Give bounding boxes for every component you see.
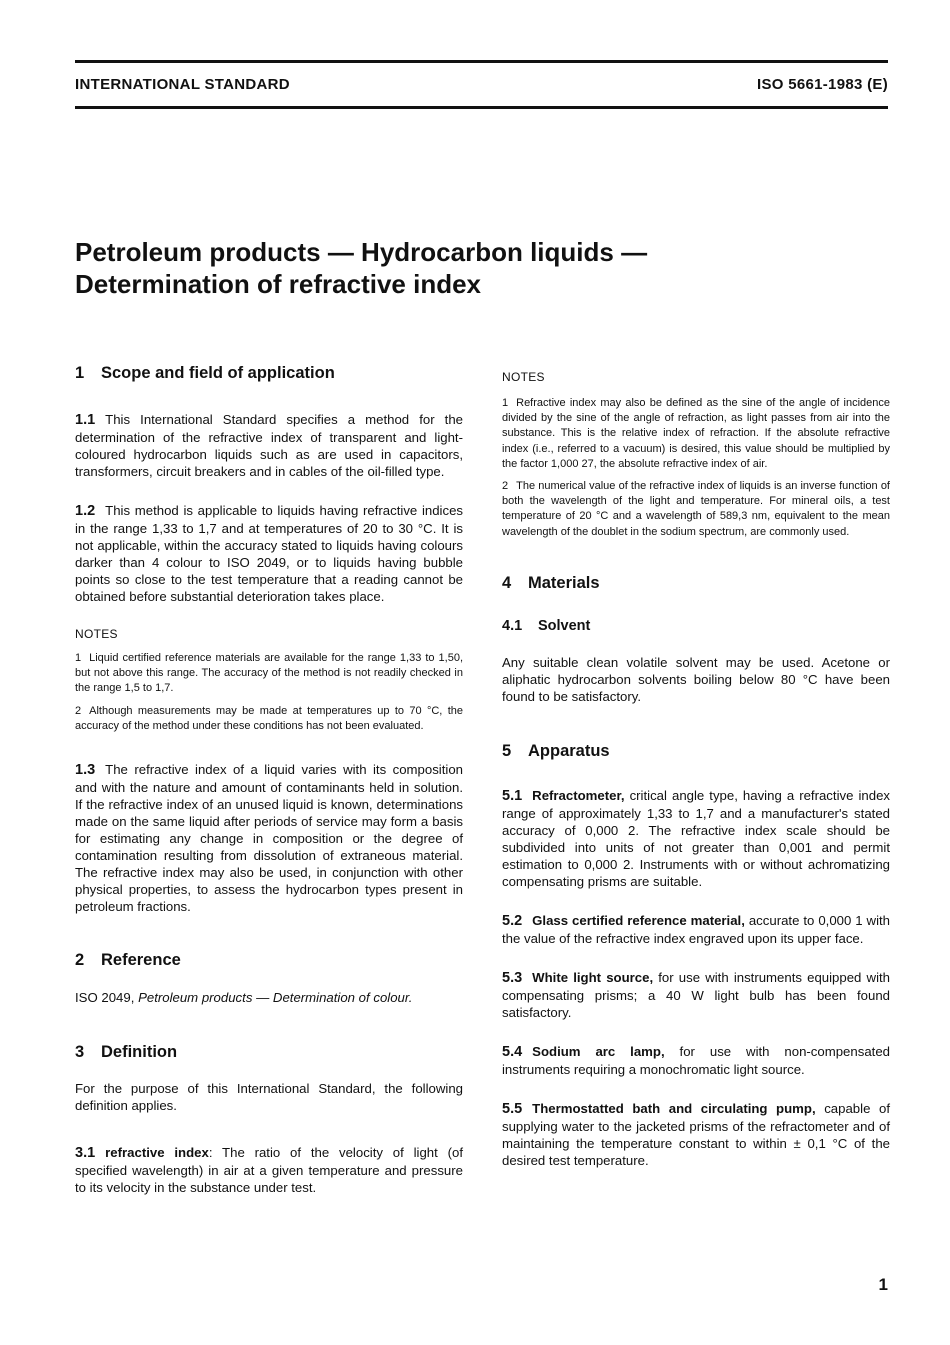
header-standard-label: INTERNATIONAL STANDARD <box>75 76 290 93</box>
clause-text: critical angle type, having a refractive index range of approximately 1,33 to 1,7 and a manufacturer's stated accuracy of 0,000 2. The refractive index scale should be subdivided into units of not greater than 0,001 and permit estimation to 0,000 2. Instruments with or without achromatizing compensating prisms are suitable. <box>502 787 890 889</box>
note-number: 1 <box>75 652 82 664</box>
subsection-number: 4.1 <box>502 617 523 634</box>
clause-text: This International Standard specifies a method for the determination of the refractive index of transparent and light-coloured hydrocarbon liquids such as are used in capacitors, transformers, circuit breakers and in cables of the oil-filled type. <box>75 412 463 479</box>
clause-term: White light source, <box>532 969 654 985</box>
note-number: 2 <box>502 480 509 493</box>
clause-number: 3.1 <box>75 1145 96 1162</box>
reference-title: Petroleum products — Determination of colour. <box>138 990 413 1006</box>
clause-term: Thermostatted bath and circulating pump, <box>532 1100 816 1116</box>
clause-text: The refractive index of a liquid varies with its composition and with the nature and amount of contaminants held in solution. If the refractive index of an unused liquid is known, determinations made on the same liquid after periods of service may form a basis for estimating any change in composition or the degree of contamination resulting from dissolution of extraneous material. The refractive index may also be used, in conjunction with other physical properties, to assess the hydrocarbon types present in petroleum fractions. <box>75 762 463 915</box>
clause-4-1-text: Any suitable clean volatile solvent may be used. Acetone or aliphatic hydrocarbon solvents boiling below 80 °C have been found to be satisfactory. <box>502 654 890 704</box>
clause-number: 5.5 <box>502 1100 523 1117</box>
section-title: Scope and field of application <box>101 364 335 382</box>
section-number: 4 <box>502 573 512 592</box>
clause-text: : The ratio of the velocity of light (of specified wavelength) in air at a given temperature and pressure to its velocity in the substance under test. <box>75 1145 463 1196</box>
section-5-heading <box>502 742 890 761</box>
clause-number: 5.4 <box>502 1043 523 1060</box>
note-text: Although measurements may be made at temperatures up to 70 °C, the accuracy of the method under these conditions has not been evaluated. <box>75 704 463 732</box>
section-title: Reference <box>101 951 181 970</box>
section-number: 3 <box>75 1043 85 1062</box>
clause-5-4 <box>502 1043 890 1078</box>
clause-term: Glass certified reference material, <box>532 912 745 928</box>
section-1-heading <box>75 364 463 383</box>
section-title: Definition <box>101 1043 178 1062</box>
title-line-1: Petroleum products — Hydrocarbon liquids — <box>75 237 648 267</box>
clause-number: 5.1 <box>502 787 523 804</box>
subsection-title: Solvent <box>538 617 591 634</box>
clause-text: accurate to 0,000 1 with the value of the refractive index engraved upon its upper face. <box>502 912 891 946</box>
notes-heading: NOTES <box>75 627 118 641</box>
clause-1-3 <box>75 761 463 915</box>
notes-heading: NOTES <box>502 370 545 384</box>
clause-1-1 <box>75 411 463 480</box>
subsection-4-1-heading <box>502 618 890 634</box>
clause-5-5 <box>502 1100 890 1169</box>
clause-text: for use with instruments equipped with compensating prisms; a 40 W light bulb has been found satisfactory. <box>502 969 890 1020</box>
right-column <box>502 364 890 1169</box>
clause-term: Refractometer, <box>532 787 625 803</box>
section-number: 2 <box>75 951 85 970</box>
note-text: Liquid certified reference materials are available for the range 1,33 to 1,50, but not above this range. The accuracy of the method is not readily checked in the range 1,5 to 1,7. <box>75 652 463 695</box>
note-2 <box>75 704 463 734</box>
header-top-rule <box>75 60 888 63</box>
definition-intro: For the purpose of this International Standard, the following definition applies. <box>75 1081 463 1114</box>
left-column <box>75 364 463 1196</box>
section-title: Materials <box>528 573 600 592</box>
page-title <box>75 236 875 300</box>
section-number: 1 <box>75 364 85 382</box>
reference-entry <box>75 989 463 1006</box>
note-1 <box>75 651 463 697</box>
note-text: Refractive index may also be defined as the sine of the angle of incidence divided by the sine of the angle of refraction, as light passes from air into the substance. This is the relative index of refraction. If the absolute refractive index (i.e., referred to a vacuum) is desired, this value should be multiplied by the factor 1,000 27, the absolute refractive index of air. <box>502 397 890 470</box>
clause-1-2 <box>75 502 463 605</box>
page-number: 1 <box>878 1275 888 1294</box>
note-number: 2 <box>75 704 82 717</box>
clause-number: 1.3 <box>75 762 96 779</box>
section-title: Apparatus <box>528 741 610 760</box>
reference-code: ISO 2049, <box>75 990 135 1006</box>
section-number: 5 <box>502 741 512 760</box>
header-document-code: ISO 5661-1983 (E) <box>756 76 888 93</box>
clause-5-1 <box>502 787 890 890</box>
defined-term: refractive index <box>105 1145 209 1161</box>
note-2 <box>502 479 890 540</box>
section-3-heading <box>75 1043 463 1062</box>
clause-number: 5.3 <box>502 969 523 986</box>
note-1 <box>502 396 890 472</box>
section-4-heading <box>502 574 890 593</box>
clause-3-1 <box>75 1144 463 1196</box>
clause-term: Sodium arc lamp, <box>532 1043 665 1059</box>
clause-text: This method is applicable to liquids having refractive indices in the range 1,33 to 1,7 and at temperatures of 20 to 30 °C. It is not applicable, within the accuracy stated to liquids having colours darker than 4 colour to ISO 2049, or to liquids having bubble points so close to the test temperature that a reading cannot be obtained before substantial deterioration takes place. <box>75 503 463 604</box>
clause-number: 5.2 <box>502 912 523 929</box>
section-2-heading <box>75 951 463 970</box>
clause-number: 1.1 <box>75 412 96 428</box>
note-number: 1 <box>502 397 509 409</box>
clause-5-3 <box>502 969 890 1021</box>
title-line-2: Determination of refractive index <box>75 269 481 299</box>
header-bottom-rule <box>75 106 888 109</box>
clause-text: for use with non-compensated instruments requiring a monochromatic light source. <box>502 1043 890 1077</box>
clause-number: 1.2 <box>75 503 96 519</box>
note-text: The numerical value of the refractive index of liquids is an inverse function of both the wavelength of the light and temperature. For mineral oils, a test temperature of 20 °C and a wavelength of 589,3 nm, equivalent to the mean wavelength of the doublet in the sodium spectrum, are commonly used. <box>502 480 890 538</box>
clause-5-2 <box>502 912 890 947</box>
clause-text: capable of supplying water to the jacketed prisms of the refractometer and of maintaining the temperature constant to within ± 0,1 °C of the desired test temperature. <box>502 1100 890 1168</box>
